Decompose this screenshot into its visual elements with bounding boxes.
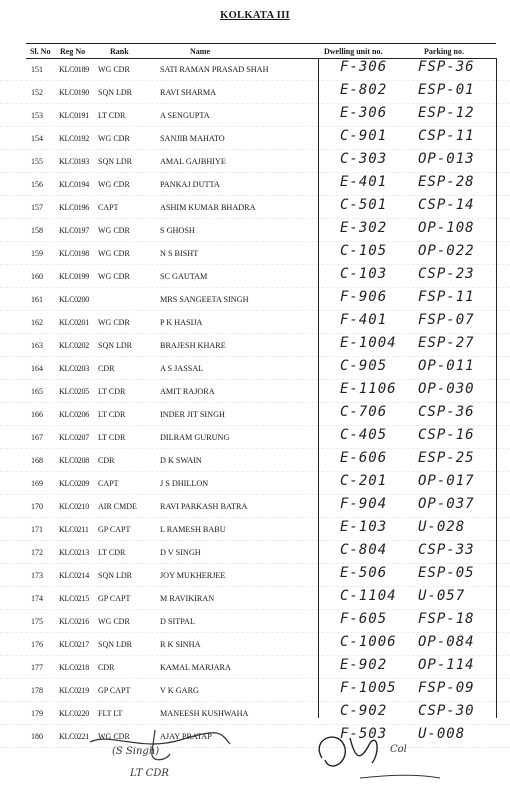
rank-cell: LT CDR	[98, 111, 126, 120]
parking-cell: OP-022	[418, 243, 475, 259]
parking-cell: ESP-28	[418, 174, 475, 190]
reg-no-cell: KLC0207	[59, 433, 89, 442]
name-cell: A S JASSAL	[160, 364, 204, 373]
name-cell: KAMAL MARJARA	[160, 663, 231, 672]
dwelling-unit-cell: F-904	[340, 496, 388, 512]
dwelling-unit-cell: C-1104	[340, 588, 397, 604]
parking-cell: OP-108	[418, 220, 475, 236]
dwelling-unit-cell: C-303	[340, 151, 388, 167]
signature-right	[300, 718, 500, 798]
rank-cell: GP CAPT	[98, 686, 131, 695]
name-cell: N S BISHT	[160, 249, 199, 258]
dwelling-unit-cell: E-306	[340, 105, 388, 121]
dwelling-unit-cell: E-802	[340, 82, 388, 98]
name-cell: D V SINGH	[160, 548, 201, 557]
sl-no-cell: 171	[31, 525, 43, 534]
name-cell: L RAMESH BABU	[160, 525, 226, 534]
parking-cell: OP-084	[418, 634, 475, 650]
header-dwelling-unit: Dwelling unit no.	[324, 47, 383, 56]
signature-right-title: Col	[390, 744, 407, 755]
table-row	[0, 403, 510, 426]
name-cell: MRS SANGEETA SINGH	[160, 295, 249, 304]
name-cell: ASHIM KUMAR BHADRA	[160, 203, 256, 212]
name-cell: RAVI SHARMA	[160, 88, 217, 97]
reg-no-cell: KLC0214	[59, 571, 89, 580]
table-row	[0, 633, 510, 656]
rank-cell: CAPT	[98, 203, 119, 212]
name-cell: SC GAUTAM	[160, 272, 208, 281]
reg-no-cell: KLC0221	[59, 732, 89, 741]
parking-cell: FSP-09	[418, 680, 475, 696]
sl-no-cell: 163	[31, 341, 43, 350]
signature-left	[70, 722, 270, 792]
reg-no-cell: KLC0189	[59, 65, 89, 74]
rank-cell: LT CDR	[98, 410, 126, 419]
rank-cell: WG CDR	[98, 272, 130, 281]
dwelling-unit-cell: F-1005	[340, 680, 397, 696]
table-row	[0, 104, 510, 127]
table-row	[0, 127, 510, 150]
rank-cell: AIR CMDE	[98, 502, 137, 511]
parking-cell: CSP-14	[418, 197, 475, 213]
table-row	[0, 564, 510, 587]
sl-no-cell: 178	[31, 686, 43, 695]
rank-cell: SQN LDR	[98, 157, 133, 166]
name-cell: INDER JIT SINGH	[160, 410, 225, 419]
signature-left-name: (S Singh)	[112, 746, 160, 757]
table-row	[0, 334, 510, 357]
parking-cell: OP-013	[418, 151, 475, 167]
rank-cell: WG CDR	[98, 180, 130, 189]
sl-no-cell: 157	[31, 203, 43, 212]
table-row	[0, 150, 510, 173]
rank-cell: LT CDR	[98, 548, 126, 557]
rank-cell: CDR	[98, 663, 115, 672]
sl-no-cell: 158	[31, 226, 43, 235]
dwelling-unit-cell: C-501	[340, 197, 388, 213]
name-cell: BRAJESH KHARE	[160, 341, 226, 350]
reg-no-cell: KLC0205	[59, 387, 89, 396]
name-cell: A SENGUPTA	[160, 111, 210, 120]
reg-no-cell: KLC0220	[59, 709, 89, 718]
dwelling-unit-cell: E-1004	[340, 335, 397, 351]
rank-cell: CDR	[98, 364, 115, 373]
name-cell: SANJIB MAHATO	[160, 134, 225, 143]
header-reg-no: Reg No	[60, 47, 86, 56]
sl-no-cell: 161	[31, 295, 43, 304]
rank-cell: WG CDR	[98, 318, 130, 327]
reg-no-cell: KLC0197	[59, 226, 89, 235]
dwelling-unit-cell: C-706	[340, 404, 388, 420]
rank-cell: WG CDR	[98, 65, 130, 74]
rank-cell: WG CDR	[98, 249, 130, 258]
parking-cell: ESP-01	[418, 82, 475, 98]
reg-no-cell: KLC0217	[59, 640, 89, 649]
header-parking: Parking no.	[424, 47, 465, 56]
reg-no-cell: KLC0196	[59, 203, 89, 212]
table-row	[0, 242, 510, 265]
sl-no-cell: 174	[31, 594, 43, 603]
sl-no-cell: 173	[31, 571, 43, 580]
dwelling-unit-cell: E-302	[340, 220, 388, 236]
table-row	[0, 587, 510, 610]
dwelling-unit-cell: E-606	[340, 450, 388, 466]
rank-cell: CAPT	[98, 479, 119, 488]
parking-cell: FSP-11	[418, 289, 475, 305]
table-row	[0, 380, 510, 403]
dwelling-unit-cell: F-401	[340, 312, 388, 328]
name-cell: PANKAJ DUTTA	[160, 180, 220, 189]
table-row	[0, 656, 510, 679]
header-name: Name	[190, 47, 210, 56]
name-cell: DILRAM GURUNG	[160, 433, 230, 442]
sl-no-cell: 177	[31, 663, 43, 672]
sl-no-cell: 152	[31, 88, 43, 97]
reg-no-cell: KLC0203	[59, 364, 89, 373]
sl-no-cell: 162	[31, 318, 43, 327]
dwelling-unit-cell: C-804	[340, 542, 388, 558]
dwelling-unit-cell: C-902	[340, 703, 388, 719]
rank-cell: WG CDR	[98, 226, 130, 235]
header-rank: Rank	[110, 47, 129, 56]
rank-cell: WG CDR	[98, 617, 130, 626]
reg-no-cell: KLC0202	[59, 341, 89, 350]
parking-cell: CSP-30	[418, 703, 475, 719]
reg-no-cell: KLC0213	[59, 548, 89, 557]
sl-no-cell: 155	[31, 157, 43, 166]
sl-no-cell: 179	[31, 709, 43, 718]
parking-cell: ESP-05	[418, 565, 475, 581]
rank-cell: GP CAPT	[98, 525, 131, 534]
signature-left-rank: LT CDR	[130, 768, 169, 779]
sl-no-cell: 156	[31, 180, 43, 189]
parking-cell: FSP-18	[418, 611, 475, 627]
parking-cell: ESP-25	[418, 450, 475, 466]
name-cell: D SITPAL	[160, 617, 195, 626]
reg-no-cell: KLC0200	[59, 295, 89, 304]
parking-cell: CSP-16	[418, 427, 475, 443]
reg-no-cell: KLC0191	[59, 111, 89, 120]
sl-no-cell: 170	[31, 502, 43, 511]
parking-cell: CSP-33	[418, 542, 475, 558]
dwelling-unit-cell: C-105	[340, 243, 388, 259]
name-cell: D K SWAIN	[160, 456, 202, 465]
dwelling-unit-cell: E-1106	[340, 381, 397, 397]
parking-cell: CSP-11	[418, 128, 475, 144]
table-row	[0, 426, 510, 449]
sl-no-cell: 153	[31, 111, 43, 120]
dwelling-unit-cell: E-506	[340, 565, 388, 581]
reg-no-cell: KLC0218	[59, 663, 89, 672]
dwelling-unit-cell: F-605	[340, 611, 388, 627]
reg-no-cell: KLC0215	[59, 594, 89, 603]
parking-cell: CSP-23	[418, 266, 475, 282]
table-row	[0, 219, 510, 242]
dwelling-unit-cell: F-906	[340, 289, 388, 305]
name-cell: P K HASIJA	[160, 318, 203, 327]
sl-no-cell: 169	[31, 479, 43, 488]
rank-cell: WG CDR	[98, 134, 130, 143]
dwelling-unit-cell: C-201	[340, 473, 388, 489]
name-cell: AMAL GAJBHIYE	[160, 157, 226, 166]
dwelling-unit-cell: C-901	[340, 128, 388, 144]
reg-no-cell: KLC0199	[59, 272, 89, 281]
rank-cell: GP CAPT	[98, 594, 131, 603]
parking-cell: FSP-36	[418, 59, 475, 75]
parking-cell: ESP-27	[418, 335, 475, 351]
rank-cell: WG CDR	[98, 732, 130, 741]
reg-no-cell: KLC0219	[59, 686, 89, 695]
table-row	[0, 265, 510, 288]
dwelling-unit-cell: C-905	[340, 358, 388, 374]
reg-no-cell: KLC0193	[59, 157, 89, 166]
rank-cell: SQN LDR	[98, 341, 133, 350]
dwelling-unit-cell: F-503	[340, 726, 388, 742]
rank-cell: LT CDR	[98, 387, 126, 396]
table-row	[0, 495, 510, 518]
sl-no-cell: 165	[31, 387, 43, 396]
dwelling-unit-cell: E-401	[340, 174, 388, 190]
table-row	[0, 610, 510, 633]
parking-cell: OP-037	[418, 496, 475, 512]
reg-no-cell: KLC0194	[59, 180, 89, 189]
parking-cell: U-008	[418, 726, 466, 742]
sl-no-cell: 151	[31, 65, 43, 74]
reg-no-cell: KLC0208	[59, 456, 89, 465]
parking-cell: CSP-36	[418, 404, 475, 420]
table-row	[0, 679, 510, 702]
table-row	[0, 518, 510, 541]
reg-no-cell: KLC0198	[59, 249, 89, 258]
name-cell: M RAVIKIRAN	[160, 594, 215, 603]
table-row	[0, 472, 510, 495]
reg-no-cell: KLC0206	[59, 410, 89, 419]
table-row	[0, 449, 510, 472]
name-cell: J S DHILLON	[160, 479, 209, 488]
rank-cell: CDR	[98, 456, 115, 465]
parking-cell: OP-030	[418, 381, 475, 397]
name-cell: S GHOSH	[160, 226, 195, 235]
parking-cell: U-028	[418, 519, 466, 535]
table-row	[0, 58, 510, 81]
reg-no-cell: KLC0209	[59, 479, 89, 488]
dwelling-unit-cell: C-1006	[340, 634, 397, 650]
sl-no-cell: 172	[31, 548, 43, 557]
reg-no-cell: KLC0210	[59, 502, 89, 511]
rank-cell: SQN LDR	[98, 571, 133, 580]
sl-no-cell: 168	[31, 456, 43, 465]
table-row	[0, 196, 510, 219]
signature-right-scribble	[300, 718, 500, 798]
dwelling-unit-cell: C-405	[340, 427, 388, 443]
sl-no-cell: 160	[31, 272, 43, 281]
table-row	[0, 173, 510, 196]
name-cell: JOY MUKHERJEE	[160, 571, 226, 580]
parking-cell: OP-114	[418, 657, 475, 673]
reg-no-cell: KLC0216	[59, 617, 89, 626]
parking-cell: FSP-07	[418, 312, 475, 328]
dwelling-unit-cell: E-902	[340, 657, 388, 673]
table-row	[0, 288, 510, 311]
dwelling-unit-cell: F-306	[340, 59, 388, 75]
table-row	[0, 541, 510, 564]
table-body	[0, 58, 510, 748]
sl-no-cell: 159	[31, 249, 43, 258]
table-row	[0, 81, 510, 104]
sl-no-cell: 176	[31, 640, 43, 649]
table-row	[0, 311, 510, 334]
reg-no-cell: KLC0201	[59, 318, 89, 327]
dwelling-unit-cell: C-103	[340, 266, 388, 282]
rank-cell: SQN LDR	[98, 640, 133, 649]
reg-no-cell: KLC0192	[59, 134, 89, 143]
sl-no-cell: 167	[31, 433, 43, 442]
sl-no-cell: 175	[31, 617, 43, 626]
sl-no-cell: 166	[31, 410, 43, 419]
parking-cell: ESP-12	[418, 105, 475, 121]
signature-left-scribble	[70, 722, 270, 792]
name-cell: MANEESH KUSHWAHA	[160, 709, 249, 718]
name-cell: V K GARG	[160, 686, 199, 695]
parking-cell: OP-011	[418, 358, 475, 374]
rank-cell: LT CDR	[98, 433, 126, 442]
table-header	[0, 44, 510, 58]
parking-cell: OP-017	[418, 473, 475, 489]
dwelling-unit-cell: E-103	[340, 519, 388, 535]
name-cell: SATI RAMAN PRASAD SHAH	[160, 65, 269, 74]
name-cell: AMIT RAJORA	[160, 387, 215, 396]
table-row	[0, 357, 510, 380]
reg-no-cell: KLC0211	[59, 525, 89, 534]
name-cell: R K SINHA	[160, 640, 201, 649]
sl-no-cell: 180	[31, 732, 43, 741]
sl-no-cell: 154	[31, 134, 43, 143]
page-title: KOLKATA III	[220, 10, 290, 21]
name-cell: AJAY PRATAP	[160, 732, 212, 741]
name-cell: RAVI PARKASH BATRA	[160, 502, 248, 511]
header-sl-no: Sl. No	[30, 47, 51, 56]
rank-cell: SQN LDR	[98, 88, 133, 97]
reg-no-cell: KLC0190	[59, 88, 89, 97]
rank-cell: FLT LT	[98, 709, 123, 718]
parking-cell: U-057	[418, 588, 466, 604]
sl-no-cell: 164	[31, 364, 43, 373]
